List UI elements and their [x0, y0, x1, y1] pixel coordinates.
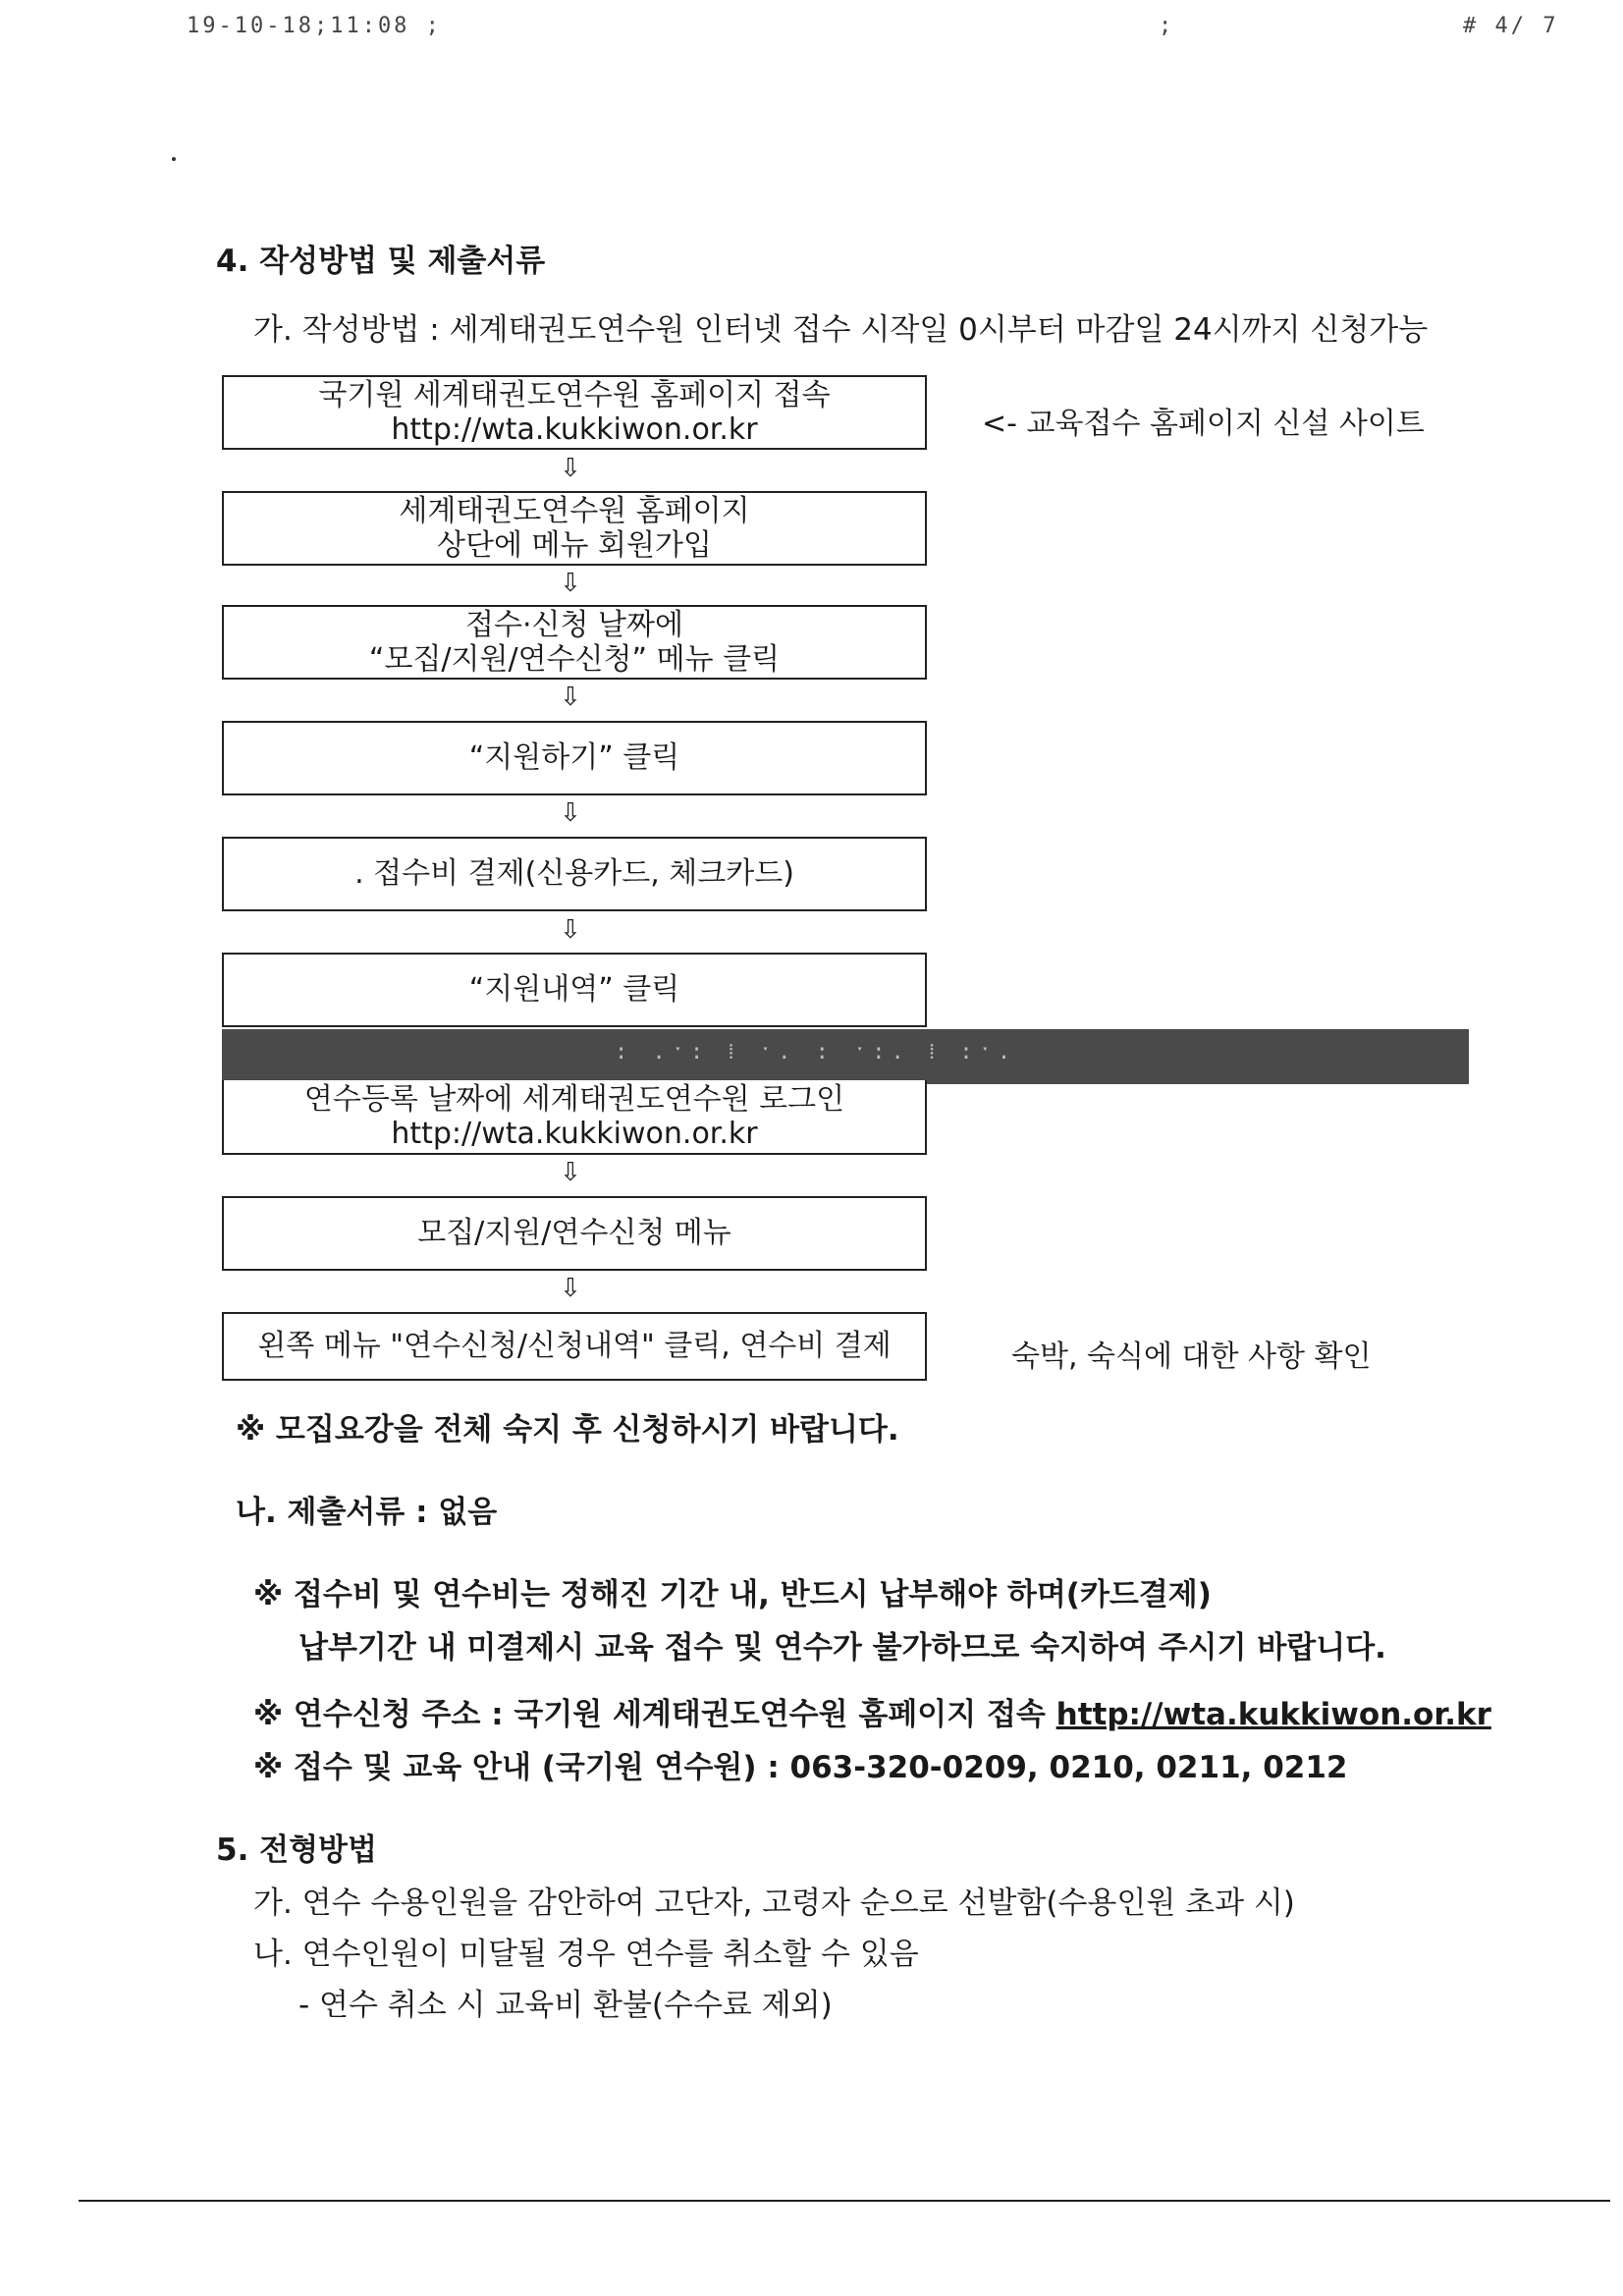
side-note-lodging: 숙박, 숙식에 대한 사항 확인 — [1011, 1339, 1372, 1374]
note-application-address — [253, 1697, 1491, 1733]
flow-step-7-line2: http://wta.kukkiwon.or.kr — [391, 1117, 758, 1151]
fax-header-left: 19-10-18;11:08 ; — [187, 14, 442, 38]
section5-ga-selection: 가. 연수 수용인원을 감안하여 고단자, 고령자 순으로 선발함(수용인원 초과 시) — [253, 1886, 1295, 1921]
down-arrow-icon: ⇩ — [560, 1274, 581, 1303]
flow-step-2-line2: 상단에 메뉴 회원가입 — [437, 528, 712, 563]
down-arrow-icon: ⇩ — [560, 798, 581, 828]
flow-step-2-line1: 세계태권도연수원 홈페이지 — [399, 493, 750, 528]
section5-na-cancellation: 나. 연수인원이 미달될 경우 연수를 취소할 수 있음 — [253, 1937, 919, 1972]
flow-step-9-line1: 왼쪽 메뉴 "연수신청/신청내역" 클릭, 연수비 결제 — [257, 1329, 892, 1364]
flow-step-5-line1: . 접수비 결제(신용카드, 체크카드) — [354, 856, 794, 892]
flow-step-1-line1: 국기원 세계태권도연수원 홈페이지 접속 — [318, 377, 831, 412]
fax-header-middle: ; — [1159, 14, 1175, 38]
footer-divider — [79, 2200, 1610, 2202]
flow-step-3-line2: “모집/지원/연수신청” 메뉴 클릭 — [368, 642, 781, 677]
flow-step-6-line1: “지원내역” 클릭 — [468, 972, 680, 1008]
flow-step-8-line1: 모집/지원/연수신청 메뉴 — [417, 1216, 731, 1251]
down-arrow-icon: ⇩ — [560, 454, 581, 483]
flow-step-8 — [222, 1196, 927, 1271]
section5-refund-note: - 연수 취소 시 교육비 환불(수수료 제외) — [298, 1988, 833, 2023]
note-contact-info: ※ 접수 및 교육 안내 (국기원 연수원) : 063-320-0209, 0210, 0211, 0212 — [253, 1750, 1348, 1785]
section5-title: 5. 전형방법 — [216, 1832, 377, 1868]
scan-speck — [172, 157, 176, 161]
note-fee-payment-line1: ※ 접수비 및 연수비는 정해진 기간 내, 반드시 납부해야 하며(카드결제) — [253, 1577, 1212, 1613]
flow-step-4-line1: “지원하기” 클릭 — [468, 740, 680, 776]
flow-step-1-line2: http://wta.kukkiwon.or.kr — [391, 412, 758, 447]
redaction-noise: : .ˑ: ⁞ ˑ. : ˑ:. ⁞ :ˑ. — [615, 1040, 1017, 1065]
flow-step-7 — [222, 1080, 927, 1155]
flow-step-4 — [222, 721, 927, 795]
flow-step-5 — [222, 837, 927, 911]
side-note-new-site: <- 교육접수 홈페이지 신설 사이트 — [982, 407, 1425, 441]
wta-site-link[interactable]: http://wta.kukkiwon.or.kr — [1055, 1697, 1491, 1732]
down-arrow-icon: ⇩ — [560, 569, 581, 598]
section4-ga-method: 가. 작성방법 : 세계태권도연수원 인터넷 접수 시작일 0시부터 마감일 24시까지 신청가능 — [253, 312, 1429, 348]
down-arrow-icon: ⇩ — [560, 1158, 581, 1187]
flow-step-1 — [222, 375, 927, 450]
flow-step-6 — [222, 953, 927, 1027]
fax-header-right: # 4/ 7 — [1463, 14, 1559, 38]
section4-title: 4. 작성방법 및 제출서류 — [216, 244, 546, 279]
flow-step-3 — [222, 605, 927, 680]
notice-read-guidelines: ※ 모집요강을 전체 숙지 후 신청하시기 바랍니다. — [236, 1412, 899, 1448]
section4-na-documents: 나. 제출서류 : 없음 — [236, 1495, 498, 1530]
redaction-bar — [222, 1029, 1469, 1084]
note-application-address-label: ※ 연수신청 주소 : 국기원 세계태권도연수원 홈페이지 접속 — [253, 1697, 1056, 1732]
down-arrow-icon: ⇩ — [560, 915, 581, 945]
down-arrow-icon: ⇩ — [560, 683, 581, 712]
flow-step-9 — [222, 1312, 927, 1381]
flow-step-3-line1: 접수·신청 날짜에 — [465, 607, 683, 642]
note-fee-payment-line2: 납부기간 내 미결제시 교육 접수 및 연수가 불가하므로 숙지하여 주시기 바랍니다. — [298, 1630, 1386, 1666]
flow-step-7-line1: 연수등록 날짜에 세계태권도연수원 로그인 — [303, 1081, 845, 1117]
flow-step-2 — [222, 491, 927, 566]
